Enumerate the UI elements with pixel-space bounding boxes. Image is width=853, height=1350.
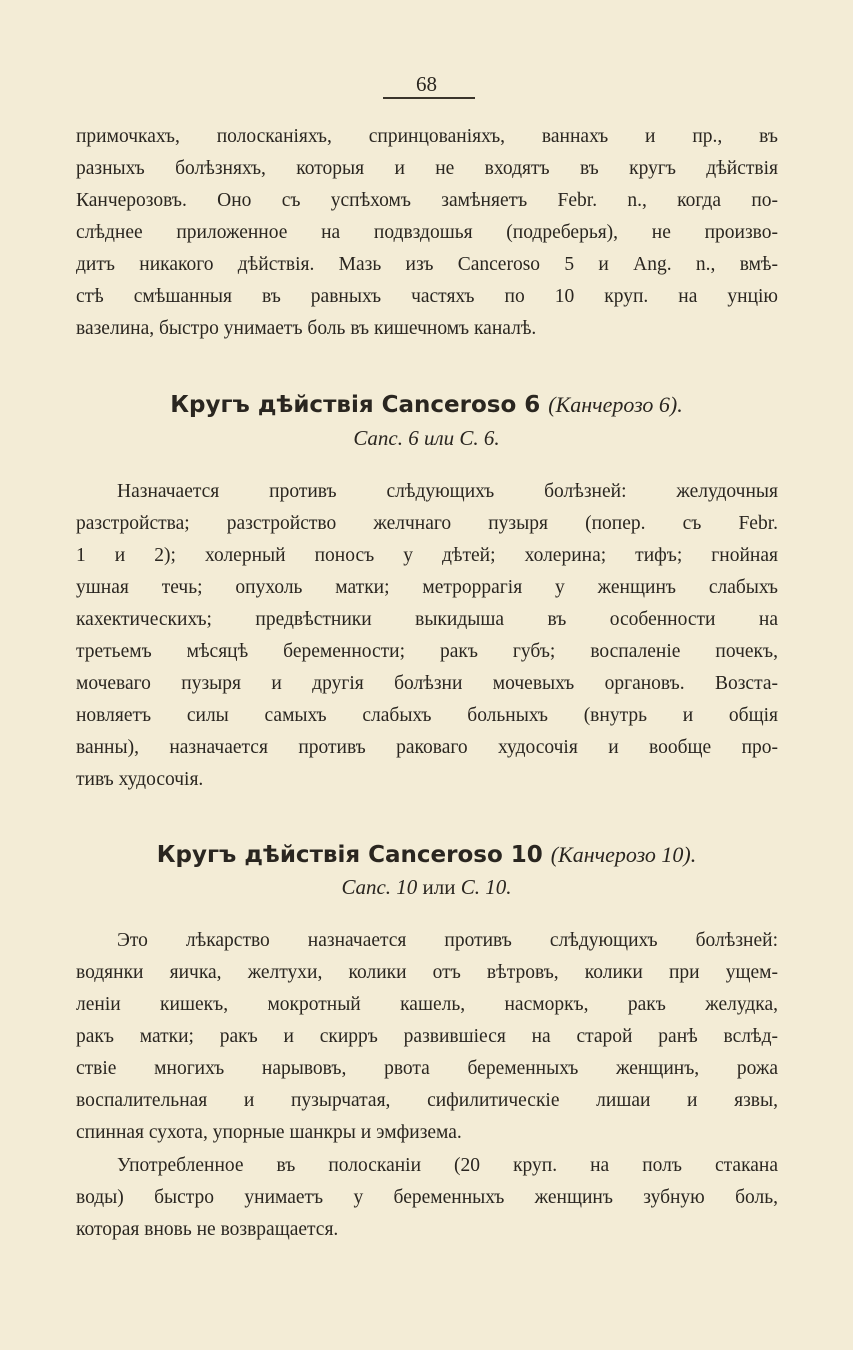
text-line: которая вновь не возвращается. xyxy=(76,1219,339,1240)
text-line: новляетъ силы самыхъ слабыхъ больныхъ (внутрь и общія xyxy=(76,705,778,726)
subheading-abbrev-short: C. 10. xyxy=(460,875,512,899)
text-line: слѣднее приложенное на подвздошья (подреберья), не произво- xyxy=(76,222,778,243)
text-line: ушная течь; опухоль матки; метроррагія у женщинъ слабыхъ xyxy=(76,577,778,598)
text-line: Это лѣкарство назначается противъ слѣдующихъ болѣзней: xyxy=(117,930,778,951)
text-line: спинная сухота, упорные шанкры и эмфизема. xyxy=(76,1122,462,1143)
text-line: примочкахъ, полосканіяхъ, спринцованіяхъ, ваннахъ и пр., въ xyxy=(76,126,778,147)
text-line: стѣ смѣшанныя въ равныхъ частяхъ по 10 круп. на унцію xyxy=(76,286,778,307)
text-line: 1 и 2); холерный поносъ у дѣтей; холерина; тифъ; гнойная xyxy=(76,545,778,566)
text-line: вазелина, быстро унимаетъ боль въ кишечномъ каналѣ. xyxy=(76,318,537,339)
page-number-rule xyxy=(383,97,475,99)
text-line: ракъ матки; ракъ и скирръ развившіеся на старой ранѣ вслѣд- xyxy=(76,1026,778,1047)
text-line: тивъ худосочія. xyxy=(76,769,204,790)
text-line: третьемъ мѣсяцѣ беременности; ракъ губъ; воспаленіе почекъ, xyxy=(76,641,778,662)
text-line: Канчерозовъ. Оно съ успѣхомъ замѣняетъ Febr. n., когда по- xyxy=(76,190,778,211)
subheading-conjunction: или xyxy=(422,875,456,899)
page-number: 68 xyxy=(416,72,437,96)
section-subheading: Canc. 6 или C. 6. xyxy=(353,426,500,450)
section-heading xyxy=(0,390,853,420)
text-line: дитъ никакого дѣйствія. Мазь изъ Canceroso 5 и Ang. n., вмѣ- xyxy=(76,254,778,275)
section-heading-title: Кругъ дѣйствія Canceroso 10 xyxy=(156,842,543,868)
text-line: мочеваго пузыря и другія болѣзни мочевыхъ органовъ. Возста- xyxy=(76,673,778,694)
section-subheading xyxy=(0,873,853,901)
text-line: воды) быстро унимаетъ у беременныхъ женщинъ зубную боль, xyxy=(76,1187,778,1208)
text-line: Употребленное въ полосканіи (20 круп. на полъ стакана xyxy=(117,1155,778,1176)
section-heading-title: Кругъ дѣйствія Canceroso 6 xyxy=(170,392,541,418)
text-line: разныхъ болѣзняхъ, которыя и не входятъ въ кругъ дѣйствія xyxy=(76,158,778,179)
section-heading-translation: (Канчерозо 6). xyxy=(548,392,683,417)
text-line: воспалительная и пузырчатая, сифилитическіе лишаи и язвы, xyxy=(76,1090,778,1111)
text-line: разстройства; разстройство желчнаго пузыря (попер. съ Febr. xyxy=(76,513,778,534)
section-heading xyxy=(0,840,853,870)
text-line: водянки яичка, желтухи, колики отъ вѣтровъ, колики при ущем- xyxy=(76,962,778,983)
text-line: Назначается противъ слѣдующихъ болѣзней: желудочныя xyxy=(117,481,778,502)
section-heading-translation: (Канчерозо 10). xyxy=(550,842,697,867)
subheading-abbrev: Canc. 10 xyxy=(341,875,418,899)
text-line: ствіе многихъ нарывовъ, рвота беременныхъ женщинъ, рожа xyxy=(76,1058,778,1079)
text-line: леніи кишекъ, мокротный кашель, насморкъ, ракъ желудка, xyxy=(76,994,778,1015)
text-line: кахектическихъ; предвѣстники выкидыша въ особенности на xyxy=(76,609,778,630)
text-line: ванны), назначается противъ раковаго худосочія и вообще про- xyxy=(76,737,778,758)
